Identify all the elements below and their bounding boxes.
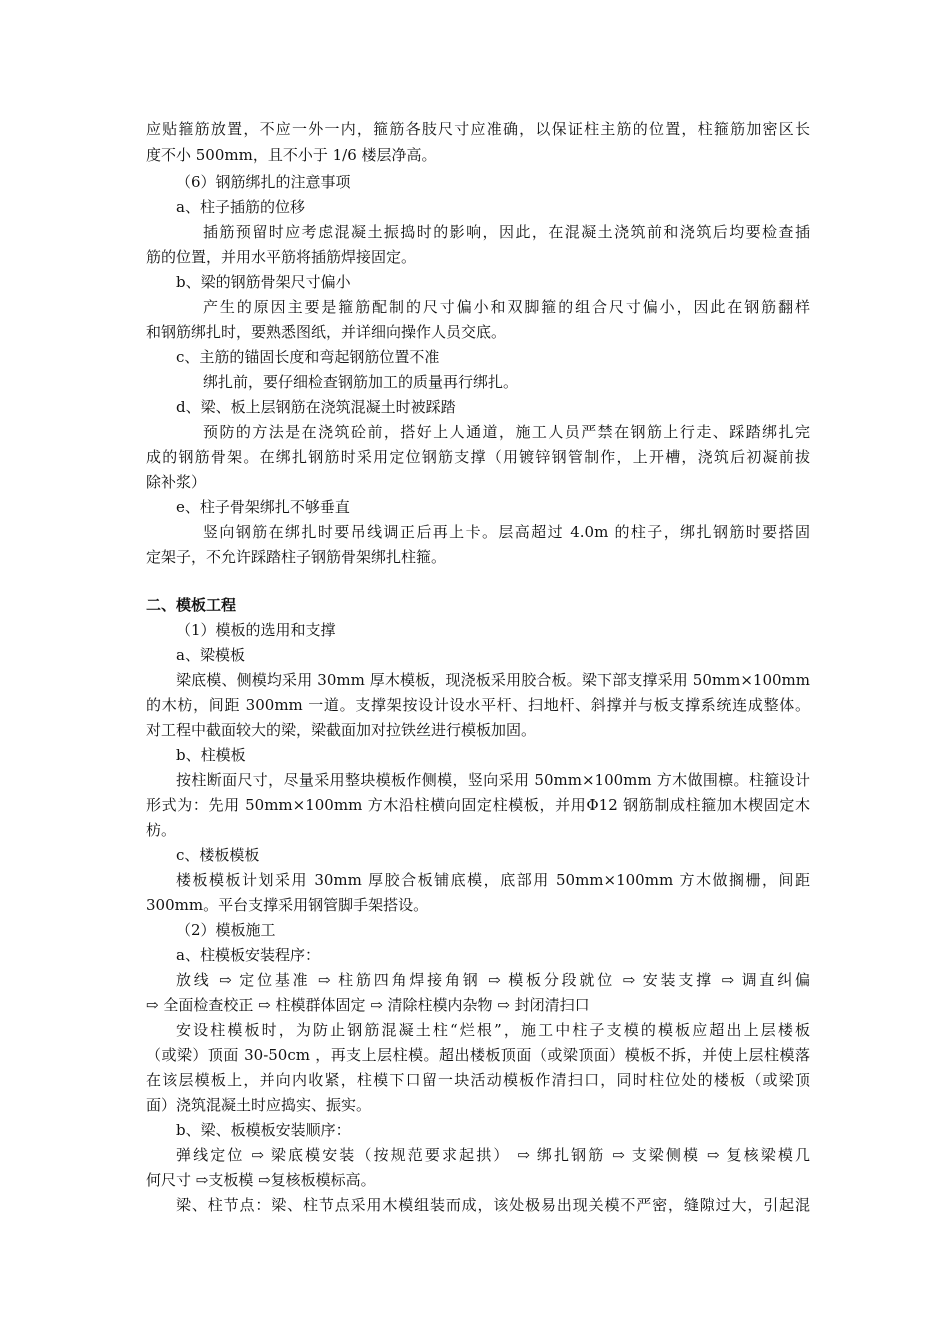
procedure-flow-line: 放线 ⇨ 定位基准 ⇨ 柱筋四角焊接角钢 ⇨ 模板分段就位 ⇨ 安装支撑 ⇨ 调直纠偏 [176,971,810,989]
list-item-heading: a、梁模板 [176,646,245,664]
paragraph-line: 楼板模板计划采用 30mm 厚胶合板铺底模，底部用 50mm×100mm 方木做搁栅，间距 [176,871,810,889]
list-item-heading: b、梁的钢筋骨架尺寸偏小 [176,273,351,291]
paragraph-line: 面）浇筑混凝土时应捣实、振实。 [146,1096,372,1114]
subsection-heading: （1）模板的选用和支撑 [176,621,336,639]
paragraph-line: 梁底模、侧模均采用 30mm 厚木模板，现浇板采用胶合板。梁下部支撑采用 50mm×100mm [176,671,810,689]
paragraph-line: 竖向钢筋在绑扎时要吊线调正后再上卡。层高超过 4.0m 的柱子，绑扎钢筋时要搭固 [203,523,810,541]
list-item-heading: c、楼板模板 [176,846,260,864]
list-item-heading: b、梁、板模板安装顺序： [176,1121,351,1139]
list-item-heading: a、柱子插筋的位移 [176,198,305,216]
paragraph-line: 预防的方法是在浇筑砼前，搭好上人通道，施工人员严禁在钢筋上行走、踩踏绑扎完 [203,423,810,441]
paragraph-line: 对工程中截面较大的梁，梁截面加对拉铁丝进行模板加固。 [146,721,537,739]
paragraph-line: 筋的位置，并用水平筋将插筋焊接固定。 [146,248,417,266]
paragraph-line: 除补浆） [146,473,207,491]
paragraph-line: 成的钢筋骨架。在绑扎钢筋时采用定位钢筋支撑（用镀锌钢管制作，上开槽，浇筑后初凝前拔 [146,448,810,466]
procedure-flow-line: 弹线定位 ⇨ 梁底模安装（按规范要求起拱） ⇨ 绑扎钢筋 ⇨ 支梁侧模 ⇨ 复核梁模几 [176,1146,810,1164]
paragraph-line: 应贴箍筋放置，不应一外一内，箍筋各肢尺寸应准确，以保证柱主筋的位置，柱箍筋加密区长 [146,120,810,138]
subsection-heading: （2）模板施工 [176,921,276,939]
paragraph-line: 安设柱模板时，为防止钢筋混凝土柱“烂根”，施工中柱子支模的模板应超出上层楼板 [176,1021,810,1039]
list-item-heading: d、梁、板上层钢筋在浇筑混凝土时被踩踏 [176,398,456,416]
procedure-flow-line: 何尺寸 ⇨支板模 ⇨复核板模标高。 [146,1171,376,1189]
paragraph-line: 和钢筋绑扎时，要熟悉图纸，并详细向操作人员交底。 [146,323,507,341]
subsection-heading: （6）钢筋绑扎的注意事项 [176,173,351,191]
list-item-heading: b、柱模板 [176,746,246,764]
paragraph-line: 枋。 [146,821,177,839]
paragraph-line: 绑扎前，要仔细检查钢筋加工的质量再行绑扎。 [203,373,519,391]
list-item-heading: c、主筋的锚固长度和弯起钢筋位置不准 [176,348,440,366]
paragraph-line: （或梁）顶面 30-50cm ，再支上层柱模。超出楼板顶面（或梁顶面）模板不拆，并使上层柱模落 [146,1046,810,1064]
paragraph-line: 度不小 500mm，且不小于 1/6 楼层净高。 [146,146,437,164]
section-heading: 二、模板工程 [146,596,237,614]
paragraph-line: 的木枋，间距 300mm 一道。支撑架按设计设水平杆、扫地杆、斜撑并与板支撑系统连成整体。 [146,696,810,714]
paragraph-line: 定架子，不允许踩踏柱子钢筋骨架绑扎柱箍。 [146,548,447,566]
paragraph-line: 在该层模板上，并向内收紧，柱模下口留一块活动模板作清扫口，同时柱位处的楼板（或梁顶 [146,1071,810,1089]
paragraph-line: 产生的原因主要是箍筋配制的尺寸偏小和双脚箍的组合尺寸偏小，因此在钢筋翻样 [203,298,810,316]
paragraph-line: 300mm。平台支撑采用钢管脚手架搭设。 [146,896,429,914]
list-item-heading: e、柱子骨架绑扎不够垂直 [176,498,350,516]
paragraph-line: 形式为：先用 50mm×100mm 方木沿柱横向固定柱模板，并用Φ12 钢筋制成柱箍加木楔固定木 [146,796,810,814]
list-item-heading: a、柱模板安装程序： [176,946,320,964]
procedure-flow-line: ⇨ 全面检查校正 ⇨ 柱模群体固定 ⇨ 清除柱模内杂物 ⇨ 封闭清扫口 [146,996,590,1014]
paragraph-line: 梁、柱节点：梁、柱节点采用木模组装而成，该处极易出现关模不严密，缝隙过大，引起混 [176,1196,810,1214]
paragraph-line: 插筋预留时应考虑混凝土振捣时的影响，因此，在混凝土浇筑前和浇筑后均要检查插 [203,223,810,241]
paragraph-line: 按柱断面尺寸，尽量采用整块模板作侧模，竖向采用 50mm×100mm 方木做围檩。柱箍设计 [176,771,810,789]
